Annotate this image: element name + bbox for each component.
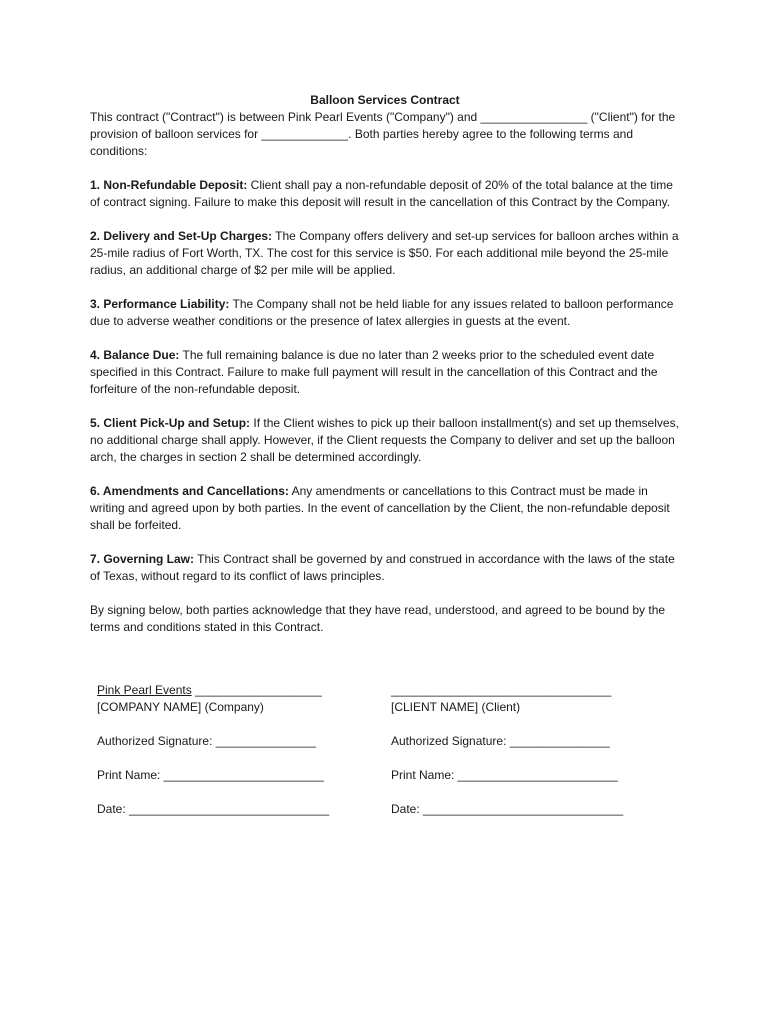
section-6-body: Any amendments or cancellations to this Contract must be made in writing and agreed upon by both parties. In the event of cancellation by the Client, the non-refundable deposit shall be forfeited.	[90, 484, 670, 532]
client-label: [CLIENT NAME] (Client)	[391, 700, 521, 714]
section-2	[90, 228, 680, 279]
section-4-title: 4. Balance Due:	[90, 348, 180, 362]
section-6-title: 6. Amendments and Cancellations:	[90, 484, 289, 498]
company-label: [COMPANY NAME] (Company)	[97, 700, 264, 714]
section-7	[90, 551, 680, 585]
section-5	[90, 415, 680, 466]
section-1-title: 1. Non-Refundable Deposit:	[90, 178, 248, 192]
company-name: Pink Pearl Events	[97, 683, 192, 697]
company-print-name[interactable]: Print Name: ________________________	[97, 768, 324, 782]
section-7-body: This Contract shall be governed by and construed in accordance with the laws of the state of Texas, without regard to its conflict of laws principles.	[90, 552, 675, 583]
section-7-title: 7. Governing Law:	[90, 552, 195, 566]
client-print-name[interactable]: Print Name: ________________________	[391, 768, 618, 782]
section-2-body: The Company offers delivery and set-up services for balloon arches within a 25-mile radius of Fort Worth, TX. The cost for this service is $50. For each additional mile beyond the 25-mile radius, an additional charge of $2 per mile will be applied.	[90, 229, 679, 277]
company-date[interactable]: Date: ______________________________	[97, 802, 330, 816]
section-4-body: The full remaining balance is due no later than 2 weeks prior to the scheduled event date specified in this Contract. Failure to make full payment will result in the cancellation of this Contract and the forfeiture of the non-refundable deposit.	[90, 348, 658, 396]
section-3-title: 3. Performance Liability:	[90, 297, 230, 311]
intro-paragraph: This contract ("Contract") is between Pink Pearl Events ("Company") and ________________ ("Client") for the provision of balloon services for _____________. Both parties hereby agree to the following terms and conditions:	[90, 110, 676, 158]
company-name-line[interactable]	[97, 682, 347, 699]
company-name-blank: ___________________	[191, 683, 322, 697]
section-3-body: The Company shall not be held liable for any issues related to balloon performance due to adverse weather conditions or the presence of latex allergies in guests at the event.	[90, 297, 674, 328]
company-authorized-signature[interactable]: Authorized Signature: _______________	[97, 734, 316, 748]
section-1-body: Client shall pay a non-refundable deposit of 20% of the total balance at the time of contract signing. Failure to make this deposit will result in the cancellation of this Contract by the Company.	[90, 178, 673, 209]
client-name-line[interactable]: _________________________________	[391, 683, 612, 697]
client-authorized-signature[interactable]: Authorized Signature: _______________	[391, 734, 610, 748]
client-signature-column	[391, 682, 641, 818]
section-4	[90, 347, 680, 398]
client-date[interactable]: Date: ______________________________	[391, 802, 624, 816]
section-5-title: 5. Client Pick-Up and Setup:	[90, 416, 251, 430]
contract-page	[90, 92, 680, 653]
closing-paragraph: By signing below, both parties acknowledge that they have read, understood, and agreed to be bound by the terms and conditions stated in this Contract.	[90, 603, 666, 634]
section-1	[90, 177, 680, 211]
company-signature-column	[97, 682, 347, 818]
section-2-title: 2. Delivery and Set-Up Charges:	[90, 229, 273, 243]
section-5-body: If the Client wishes to pick up their balloon installment(s) and set up themselves, no additional charge shall apply. However, if the Client requests the Company to deliver and set up the balloon arch, the charges in section 2 shall be determined accordingly.	[90, 416, 679, 464]
document-title: Balloon Services Contract	[310, 93, 460, 107]
section-3	[90, 296, 680, 330]
section-6	[90, 483, 680, 534]
